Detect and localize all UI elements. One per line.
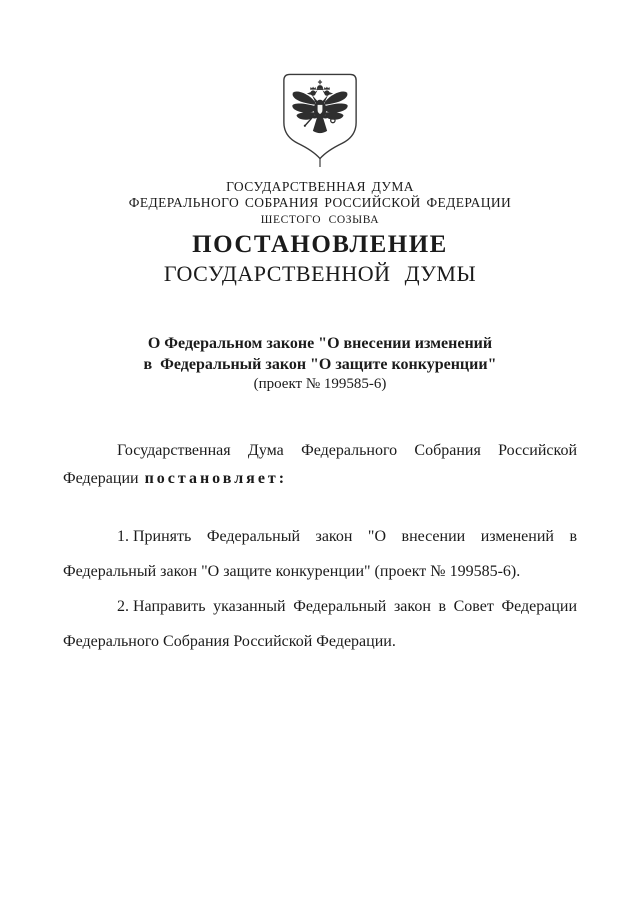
document-type-title: ПОСТАНОВЛЕНИЕ: [192, 231, 448, 258]
item1-line1-text: Федеральный закон "О внесении изменений в: [206, 528, 577, 545]
item2-line2-text: Федерального Собрания Российской Федерации.: [63, 633, 396, 650]
item1-line2: [63, 562, 577, 582]
organization-name-line1: ГОСУДАРСТВЕННАЯ ДУМА: [226, 179, 414, 194]
subject-project-number: (проект № 199585-6): [253, 376, 387, 392]
organization-name-line2: ФЕДЕРАЛЬНОГО СОБРАНИЯ РОССИЙСКОЙ ФЕДЕРАЦИИ: [128, 195, 512, 210]
item2-line2: [63, 632, 577, 652]
document-type-subtitle: ГОСУДАРСТВЕННОЙ ДУМЫ: [163, 261, 477, 286]
preamble-line1-text: Государственная Дума Федерального Собрания Российской: [117, 442, 577, 459]
preamble-line2-text: Федерации: [63, 470, 139, 487]
preamble-line2: [63, 469, 577, 489]
subject-line1: О Федеральном законе "О внесении изменений: [147, 335, 493, 352]
convocation-line: ШЕСТОГО СОЗЫВА: [260, 214, 380, 226]
item2-number: 2. Направить: [117, 598, 206, 615]
resolves-keyword: постановляет:: [144, 470, 288, 487]
double-headed-eagle-icon: [292, 80, 347, 133]
subject-line2: в Федеральный закон "О защите конкуренции": [143, 356, 497, 373]
item1-line2-text: Федеральный закон "О защите конкуренции" (проект № 199585-6).: [63, 563, 521, 580]
coat-of-arms-icon: [282, 73, 358, 168]
preamble-line1: [63, 441, 577, 461]
item1-line1: [63, 527, 577, 547]
item2-line1: [63, 597, 577, 617]
item1-number: 1. Принять: [117, 528, 192, 545]
item2-line1-text: указанный Федеральный закон в Совет Федерации: [213, 598, 578, 615]
